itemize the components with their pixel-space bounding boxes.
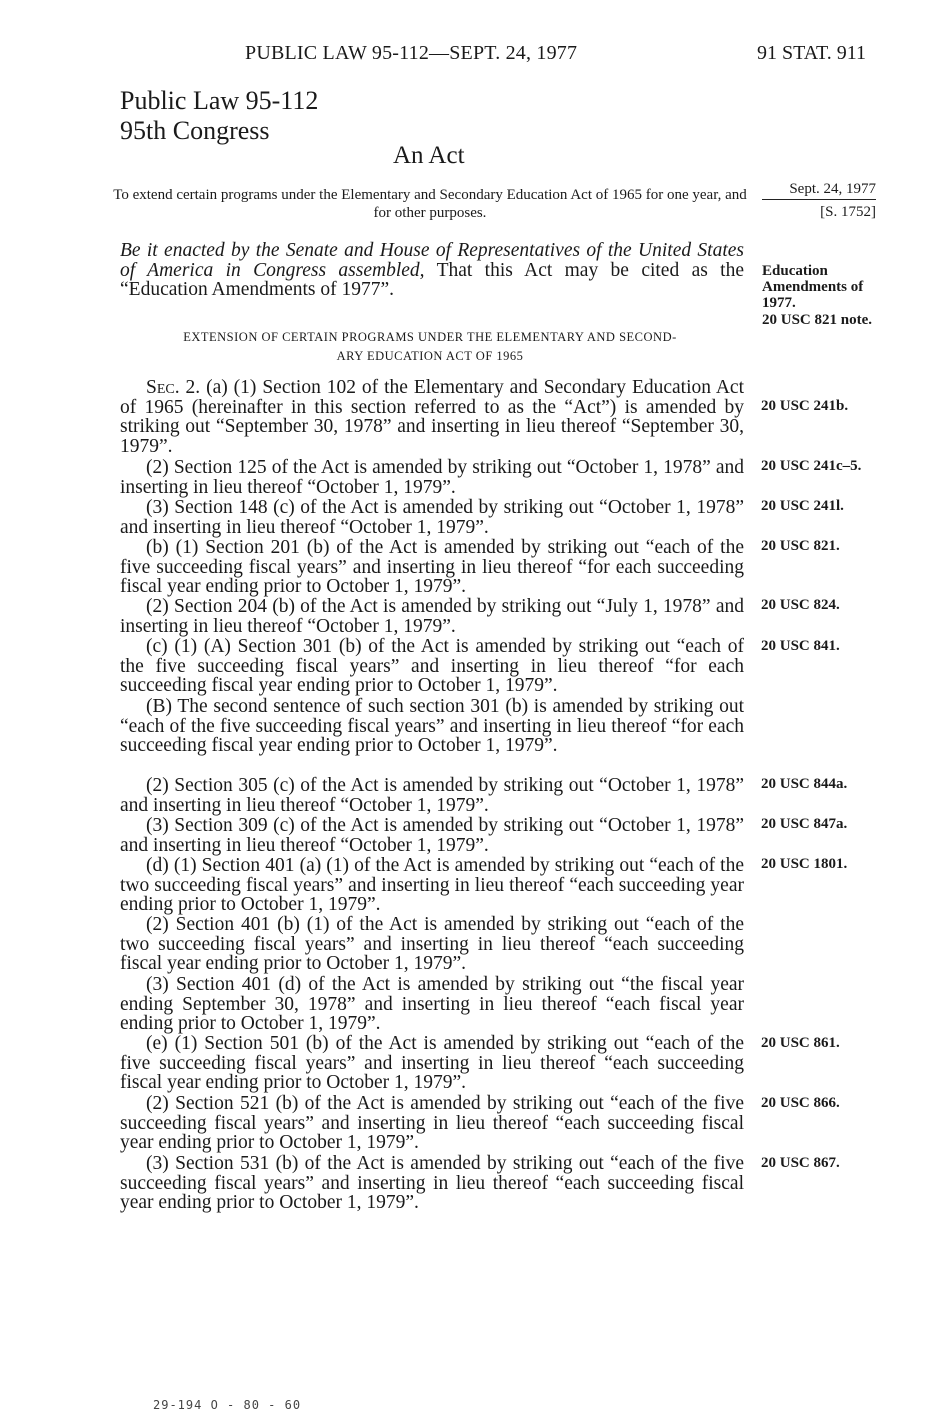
act-heading: An Act <box>393 142 465 169</box>
paragraph-e2: (2) Section 521 (b) of the Act is amended by striking out “each of the five succeeding fiscal years” and inserting in lieu thereof “each succeeding fiscal year ending prior to October 1, 1979”. <box>120 1093 744 1154</box>
side-note-line: 1977. <box>762 295 796 311</box>
paragraph-e1: (e) (1) Section 501 (b) of the Act is amended by striking out “each of the five succeeding fiscal years” and inserting in lieu thereof “each succeeding fiscal year ending prior to October 1, 1979”. <box>120 1033 744 1094</box>
margin-citation: 20 USC 1801. <box>761 856 848 872</box>
paragraph-c1b: (B) The second sentence of such section 301 (b) is amended by striking out “each of the five succeeding fiscal years” and inserting in lieu thereof “for each succeeding fiscal year ending prior to October 1, 1979”. <box>120 696 744 757</box>
margin-citation: 20 USC 847a. <box>761 816 848 832</box>
law-title <box>120 86 318 146</box>
bill-number: [S. 1752] <box>820 204 876 220</box>
section-label: Sec. 2. <box>146 377 201 398</box>
section-heading <box>110 328 750 366</box>
margin-citation: 20 USC 866. <box>761 1095 840 1111</box>
margin-citation: 20 USC 241b. <box>761 398 849 414</box>
paragraph-c2: (2) Section 305 (c) of the Act is amended by striking out “October 1, 1978” and inserting in lieu thereof “October 1, 1979”. <box>120 775 744 816</box>
margin-citation: 20 USC 844a. <box>761 776 848 792</box>
purpose-clause: To extend certain programs under the Elementary and Secondary Education Act of 1965 for one year, and for other purposes. <box>113 187 747 221</box>
margin-citation: 20 USC 861. <box>761 1035 840 1051</box>
margin-citation: 20 USC 821. <box>761 538 840 554</box>
paragraph-b2: (2) Section 204 (b) of the Act is amended by striking out “July 1, 1978” and inserting in lieu thereof “October 1, 1979”. <box>120 596 744 637</box>
margin-citation: 20 USC 824. <box>761 597 840 613</box>
enacting-clause-short-title: That this Act may be cited as the “Education Amendments of 1977”. <box>120 259 744 300</box>
margin-citation: 20 USC 841. <box>761 638 840 654</box>
public-law-number: Public Law 95-112 <box>120 86 319 115</box>
paragraph-text: (a) (1) Section 102 of the Elementary and Secondary Education Act of 1965 (hereinafter in this section referred to as the “Act”) is amended by striking out “September 30, 1978” and inserting in lieu thereof “September 30, 1979”. <box>120 377 745 457</box>
section-heading-line: EXTENSION OF CERTAIN PROGRAMS UNDER THE ELEMENTARY AND SECOND- <box>183 330 677 344</box>
approval-date: Sept. 24, 1977 <box>762 181 876 200</box>
short-title-margin-note <box>762 263 892 328</box>
enacting-clause-italic: Be it enacted by the Senate and House of Representatives of the United States of America in Congress assembled, <box>120 240 744 281</box>
paragraph-e3: (3) Section 531 (b) of the Act is amended by striking out “each of the five succeeding fiscal years” and inserting in lieu thereof “each succeeding fiscal year ending prior to October 1, 1979”. <box>120 1153 744 1214</box>
margin-citation: 20 USC 241c–5. <box>761 458 862 474</box>
paragraph-d2: (2) Section 401 (b) (1) of the Act is amended by striking out “each of the two succeeding fiscal years” and inserting in lieu thereof “each succeeding fiscal year ending prior to October 1, 1979”. <box>120 914 744 975</box>
paragraph-b1: (b) (1) Section 201 (b) of the Act is amended by striking out “each of the five succeeding fiscal years” and inserting in lieu thereof “for each succeeding fiscal year ending prior to October 1, 1979”. <box>120 537 744 598</box>
print-code: 29-194 O - 80 - 60 <box>153 1398 302 1412</box>
paragraph-d3: (3) Section 401 (d) of the Act is amended by striking out “the fiscal year ending September 30, 1978” and inserting in lieu thereof “each fiscal year ending prior to October 1, 1979”. <box>120 974 744 1035</box>
section-heading-line: ARY EDUCATION ACT OF 1965 <box>336 349 524 363</box>
paragraph-a2: (2) Section 125 of the Act is amended by striking out “October 1, 1978” and inserting in lieu thereof “October 1, 1979”. <box>120 457 744 498</box>
usc-note-citation: 20 USC 821 note. <box>762 312 873 328</box>
paragraph-c3: (3) Section 309 (c) of the Act is amended by striking out “October 1, 1978” and inserting in lieu thereof “October 1, 1979”. <box>120 815 744 856</box>
margin-citation: 20 USC 867. <box>761 1155 840 1171</box>
side-note-line: Amendments of <box>762 279 864 295</box>
paragraph-a1 <box>120 378 744 456</box>
margin-citation: 20 USC 241l. <box>761 498 844 514</box>
paragraph-a3: (3) Section 148 (c) of the Act is amended by striking out “October 1, 1978” and inserting in lieu thereof “October 1, 1979”. <box>120 497 744 538</box>
side-note-line: Education <box>762 263 828 279</box>
paragraph-c1a: (c) (1) (A) Section 301 (b) of the Act is amended by striking out “each of the five succeeding fiscal years” and inserting in lieu thereof “for each succeeding fiscal year ending prior to October 1, 1979”. <box>120 636 744 697</box>
running-head: PUBLIC LAW 95-112—SEPT. 24, 1977 <box>245 42 578 64</box>
paragraph-d1: (d) (1) Section 401 (a) (1) of the Act is amended by striking out “each of the two succeeding fiscal years” and inserting in lieu thereof “each succeeding year ending prior to October 1, 1979”. <box>120 855 744 916</box>
enacting-clause <box>120 241 744 300</box>
congress-number: 95th Congress <box>120 116 270 145</box>
stat-page-number: 91 STAT. 911 <box>757 42 866 64</box>
